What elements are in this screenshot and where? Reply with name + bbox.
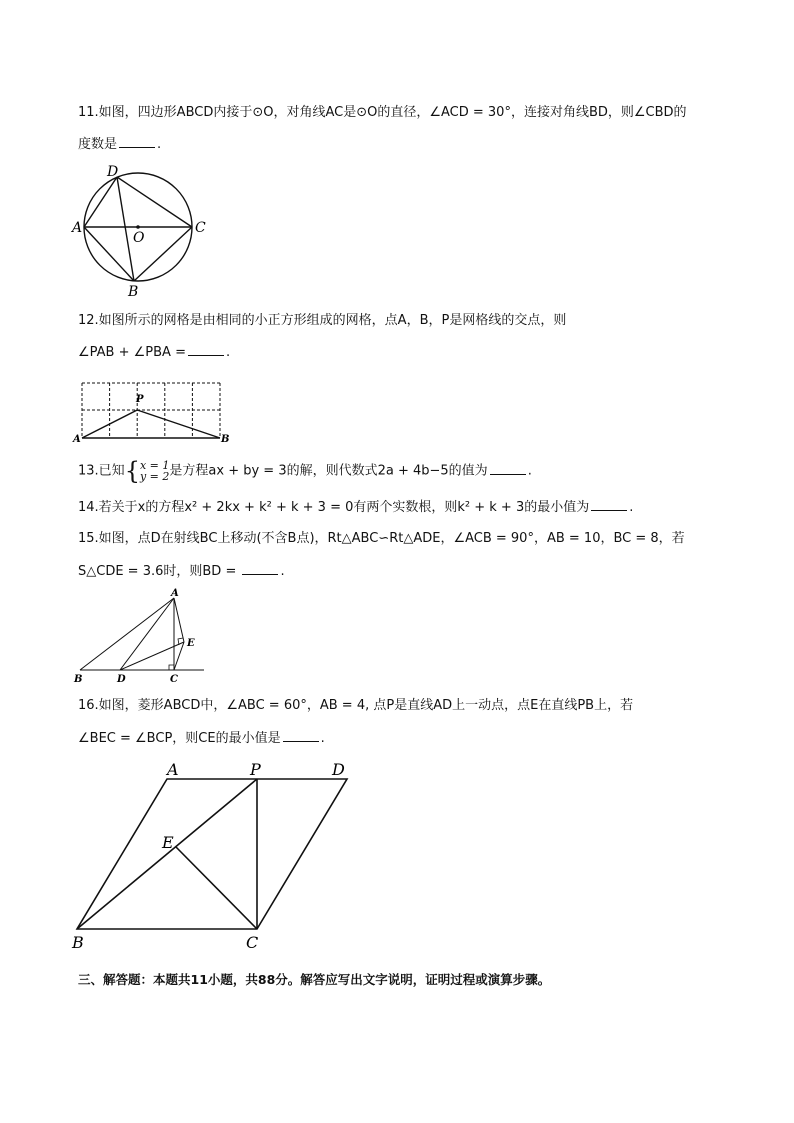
answer-blank[interactable]: [188, 343, 224, 356]
period: .: [320, 731, 325, 746]
label-a: A: [171, 588, 179, 599]
period: .: [225, 345, 231, 360]
label-c: C: [170, 674, 178, 684]
q15-triangle-figure: [72, 586, 212, 684]
label-c: C: [195, 220, 206, 236]
label-d: D: [117, 674, 126, 684]
label-p: P: [250, 760, 261, 779]
period: .: [629, 500, 634, 515]
label-p: P: [136, 394, 144, 405]
answer-blank[interactable]: [119, 135, 155, 148]
q13-post: 是方程ax + by = 3的解，则代数式2a + 4b−5的值为: [169, 463, 488, 479]
q15-line1: [78, 530, 685, 548]
period: .: [280, 564, 285, 579]
answer-blank[interactable]: [490, 462, 526, 475]
q12-text2: ∠PAB + ∠PBA =: [78, 345, 186, 360]
period: .: [527, 463, 532, 479]
label-e: E: [162, 833, 174, 852]
q14-line: [78, 498, 633, 517]
q11-text: 11.如图，四边形ABCD内接于⊙O，对角线AC是⊙O的直径，∠ACD = 30°，连接对角线BD，则∠CBD的: [78, 105, 687, 120]
eq2: y = 2: [139, 470, 170, 483]
label-b: B: [74, 674, 83, 684]
q11-line1: [78, 104, 687, 122]
label-a: A: [73, 434, 81, 444]
q13-line: [78, 457, 532, 485]
section-heading: 三、解答题：本题共11小题，共88分。解答应写出文字说明，证明过程或演算步骤。: [78, 972, 551, 987]
label-d: D: [332, 760, 345, 779]
q12-line1: [78, 312, 566, 330]
q11-line2: [78, 135, 161, 154]
q16-rhombus-figure: [66, 756, 366, 956]
answer-blank[interactable]: [283, 729, 319, 742]
label-a: A: [72, 220, 83, 236]
label-b: B: [221, 434, 230, 444]
label-e: E: [187, 638, 195, 649]
eq1: x = 1: [139, 459, 170, 472]
q12-line2: [78, 343, 230, 362]
q12-text: 12.如图所示的网格是由相同的小正方形组成的网格，点A，B，P是网格线的交点，则: [78, 313, 567, 328]
q11-text2: 度数是: [78, 137, 118, 152]
q15-text2: S△CDE = 3.6时，则BD =: [78, 564, 237, 579]
answer-blank[interactable]: [591, 498, 627, 511]
q16-text2: ∠BEC = ∠BCP，则CE的最小值是: [78, 731, 281, 746]
label-b: B: [72, 933, 84, 952]
q12-grid-figure: [72, 378, 237, 444]
q13-pre: 13.已知: [78, 463, 125, 479]
label-o: O: [133, 230, 145, 246]
q15-text: 15.如图，点D在射线BC上移动(不含B点)，Rt△ABC∽Rt△ADE，∠ACB = 90°，AB = 10，BC = 8，若: [78, 531, 685, 546]
brace: {: [124, 457, 140, 485]
q15-line2: [78, 562, 285, 581]
q14-text: 14.若关于x的方程x² + 2kx + k² + k + 3 = 0有两个实数根，则k² + k + 3的最小值为: [78, 500, 590, 515]
equation-system: [140, 460, 169, 482]
label-d: D: [107, 164, 119, 180]
q16-line2: [78, 729, 325, 748]
label-b: B: [128, 284, 139, 300]
answer-blank[interactable]: [242, 562, 278, 575]
label-a: A: [167, 760, 179, 779]
label-c: C: [246, 933, 259, 952]
period: .: [157, 137, 162, 152]
q11-circle-figure: [70, 160, 220, 305]
q16-text: 16.如图，菱形ABCD中，∠ABC = 60°，AB = 4, 点P是直线AD上一动点，点E在直线PB上，若: [78, 698, 634, 713]
q16-line1: [78, 697, 633, 715]
